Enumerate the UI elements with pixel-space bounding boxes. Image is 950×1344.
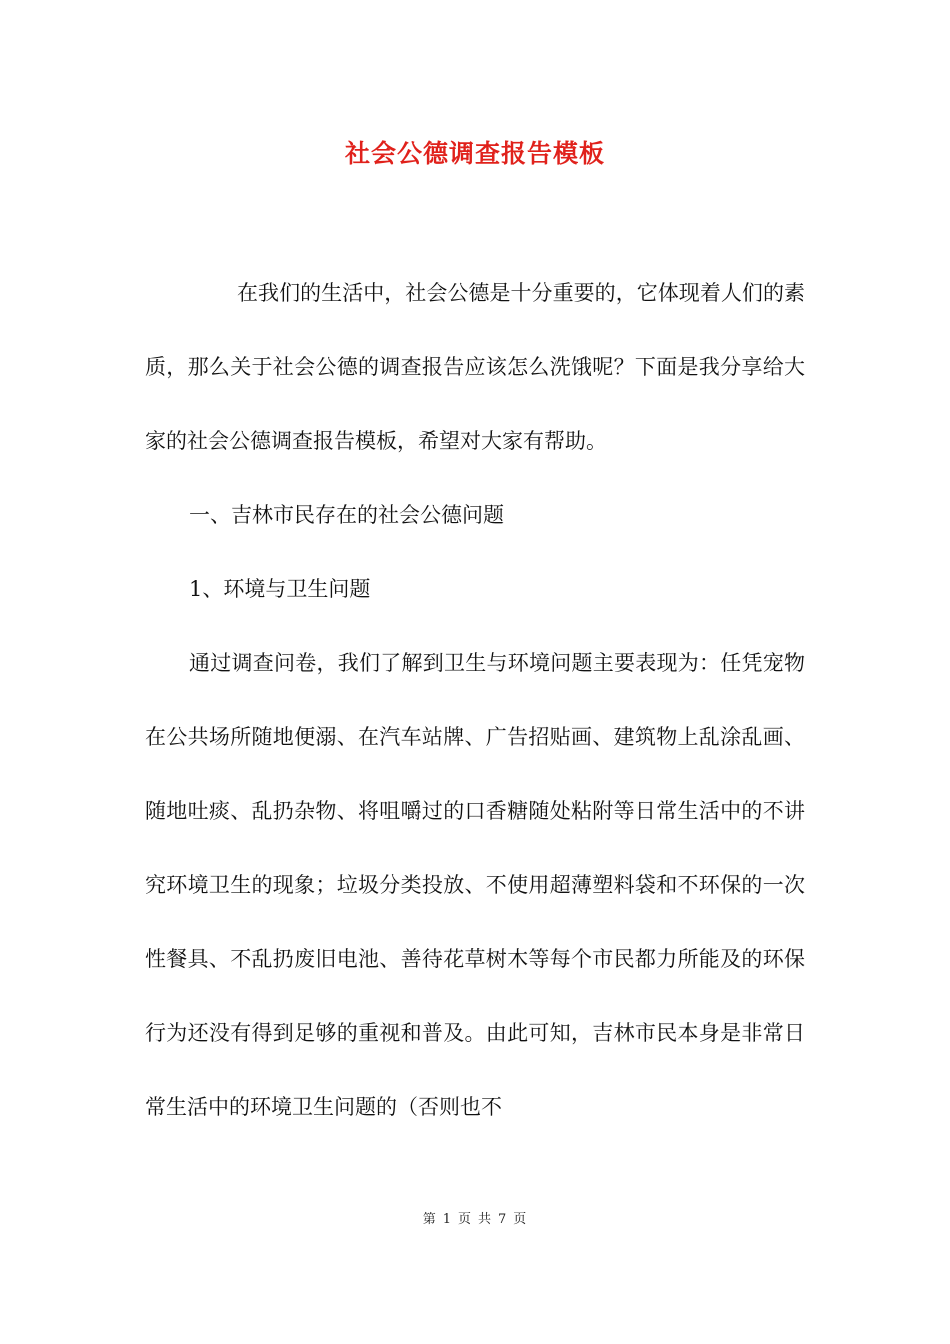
section-heading: 一、吉林市民存在的社会公德问题 [189,503,504,527]
document-title: 社会公德调查报告模板 [344,139,605,168]
footer-total-word: 共 [478,1212,493,1227]
footer-prefix: 第 [422,1212,437,1227]
main-paragraph: 通过调查问卷，我们了解到卫生与环境问题主要表现为：任凭宠物在公共场所随地便溺、在汽车站牌、广告招贴画、建筑物上乱涂乱画、随地吐痰、乱扔杂物、将咀嚼过的口香糖随处粘附等日常生活中的不讲究环境卫生的现象；垃圾分类投放、不使用超薄塑料袋和不环保的一次性餐具、不乱扔废旧电池、善待花草树木等每个市民都力所能及的环保行为还没有得到足够的重视和普及。由此可知，吉林市民本身是非常日常生活中的环境卫生问题的（否则也不 [145,651,805,1119]
subsection-heading: 1、环境与卫生问题 [189,577,371,601]
footer-page-word: 页 [457,1212,472,1227]
footer-current-page: 1 [442,1212,452,1227]
intro-paragraph: 在我们的生活中，社会公德是十分重要的，它体现着人们的素质，那么关于社会公德的调查报告应该怎么洗饿呢？下面是我分享给大家的社会公德调查报告模板，希望对大家有帮助。 [145,281,805,453]
page-footer [0,1208,950,1227]
footer-suffix: 页 [513,1212,528,1227]
footer-total-pages: 7 [498,1212,508,1227]
